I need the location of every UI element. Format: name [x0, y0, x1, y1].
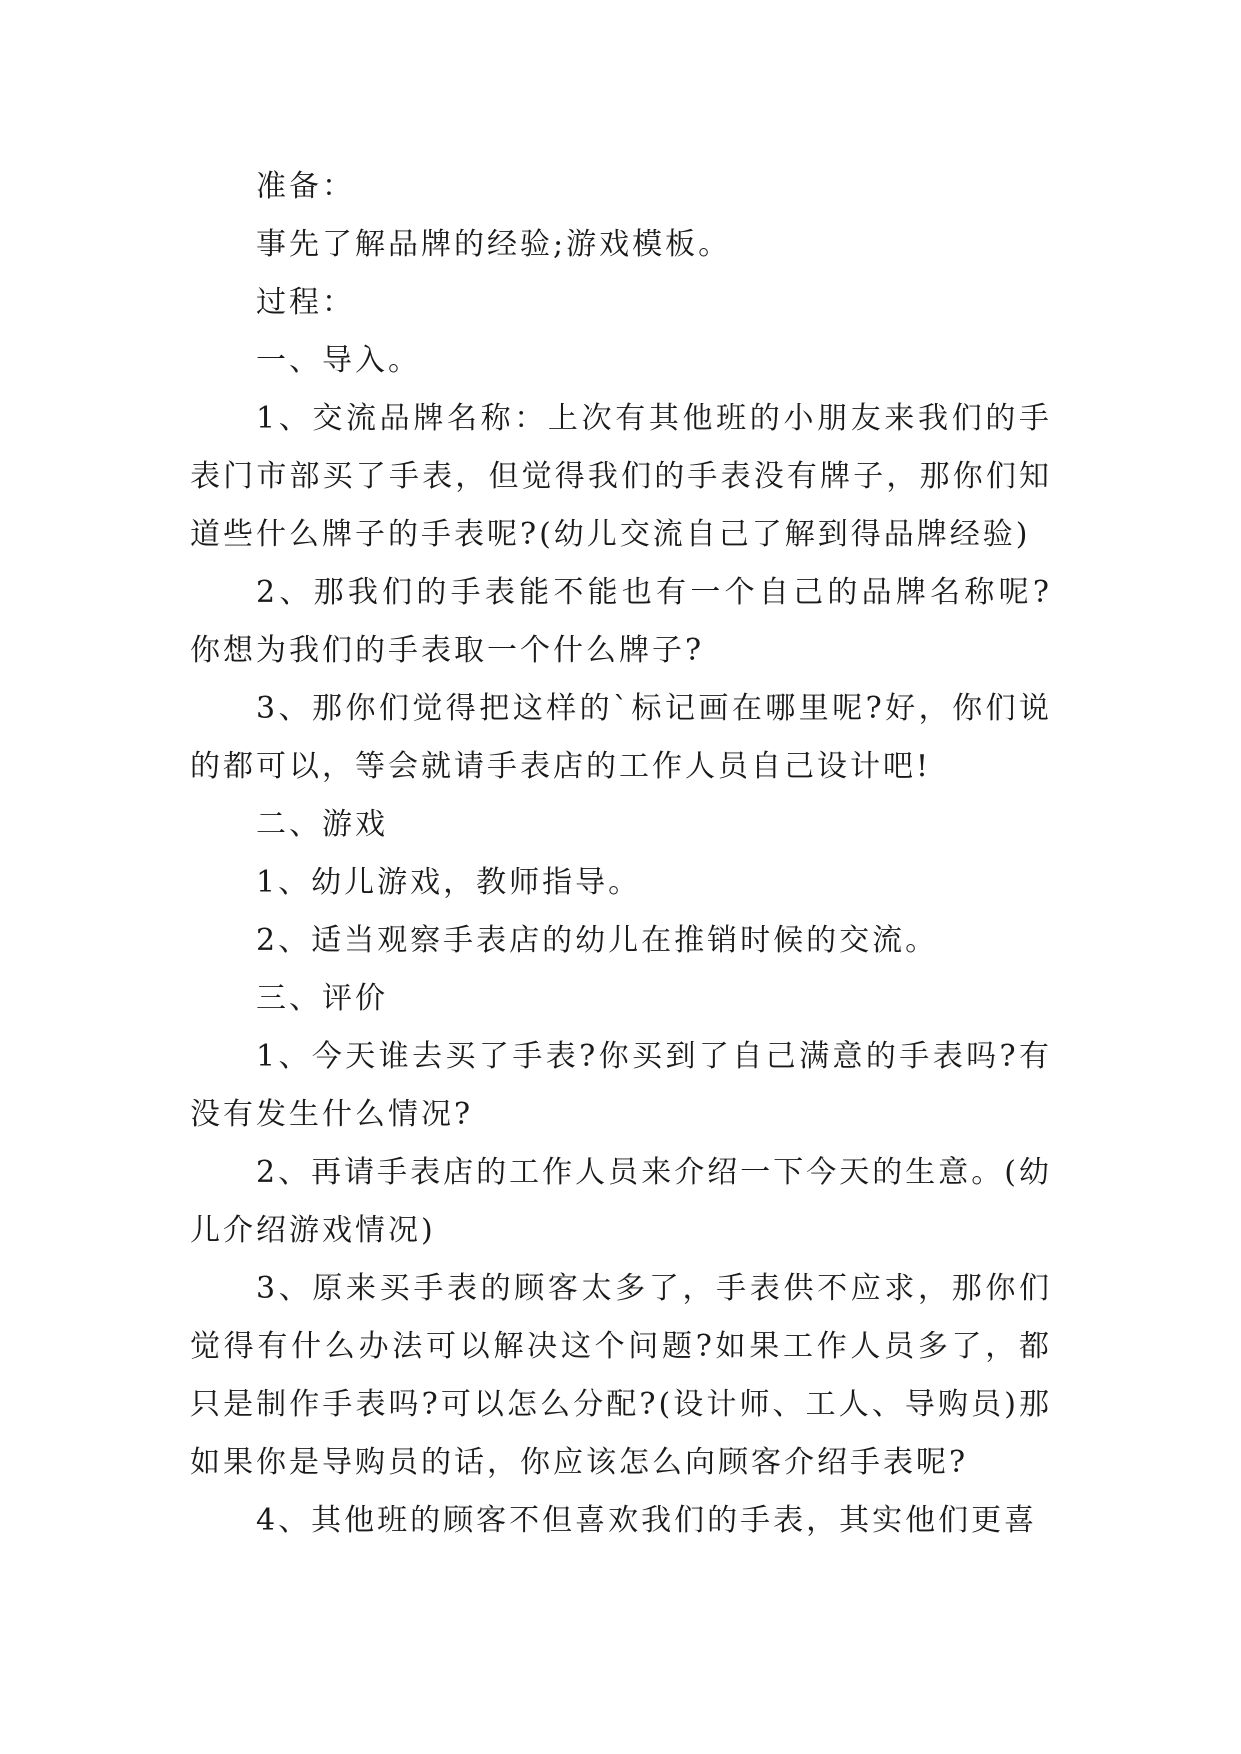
paragraph-section-3-item-1: 1、今天谁去买了手表?你买到了自己满意的手表吗?有没有发生什么情况? [190, 1039, 1052, 1132]
paragraph-section-3-item-4: 4、其他班的顾客不但喜欢我们的手表，其实他们更喜 [256, 1503, 1038, 1538]
paragraph-preparation-content: 事先了解品牌的经验;游戏模板。 [256, 227, 732, 262]
paragraph-section-2-item-2: 2、适当观察手表店的幼儿在推销时候的交流。 [256, 923, 939, 958]
paragraph-preparation-heading: 准备： [256, 169, 355, 204]
paragraph-process-heading: 过程： [256, 285, 355, 320]
paragraph-section-2-heading: 二、游戏 [256, 807, 388, 842]
paragraph-section-1-item-2: 2、那我们的手表能不能也有一个自己的品牌名称呢?你想为我们的手表取一个什么牌子? [190, 575, 1052, 668]
paragraph-section-1-heading: 一、导入。 [256, 343, 421, 378]
paragraph-section-3-item-2: 2、再请手表店的工作人员来介绍一下今天的生意。(幼儿介绍游戏情况) [190, 1155, 1052, 1248]
paragraph-section-3-heading: 三、评价 [256, 981, 388, 1016]
paragraph-section-1-item-3: 3、那你们觉得把这样的`标记画在哪里呢?好，你们说的都可以，等会就请手表店的工作人员自己设计吧! [190, 691, 1052, 784]
paragraph-section-2-item-1: 1、幼儿游戏，教师指导。 [256, 865, 642, 900]
document-body [190, 158, 1052, 1550]
paragraph-section-1-item-1: 1、交流品牌名称：上次有其他班的小朋友来我们的手表门市部买了手表，但觉得我们的手表没有牌子，那你们知道些什么牌子的手表呢?(幼儿交流自己了解到得品牌经验) [190, 401, 1052, 552]
paragraph-section-3-item-3: 3、原来买手表的顾客太多了，手表供不应求，那你们觉得有什么办法可以解决这个问题?如果工作人员多了，都只是制作手表吗?可以怎么分配?(设计师、工人、导购员)那如果你是导购员的话，你应该怎么向顾客介绍手表呢? [190, 1271, 1052, 1480]
